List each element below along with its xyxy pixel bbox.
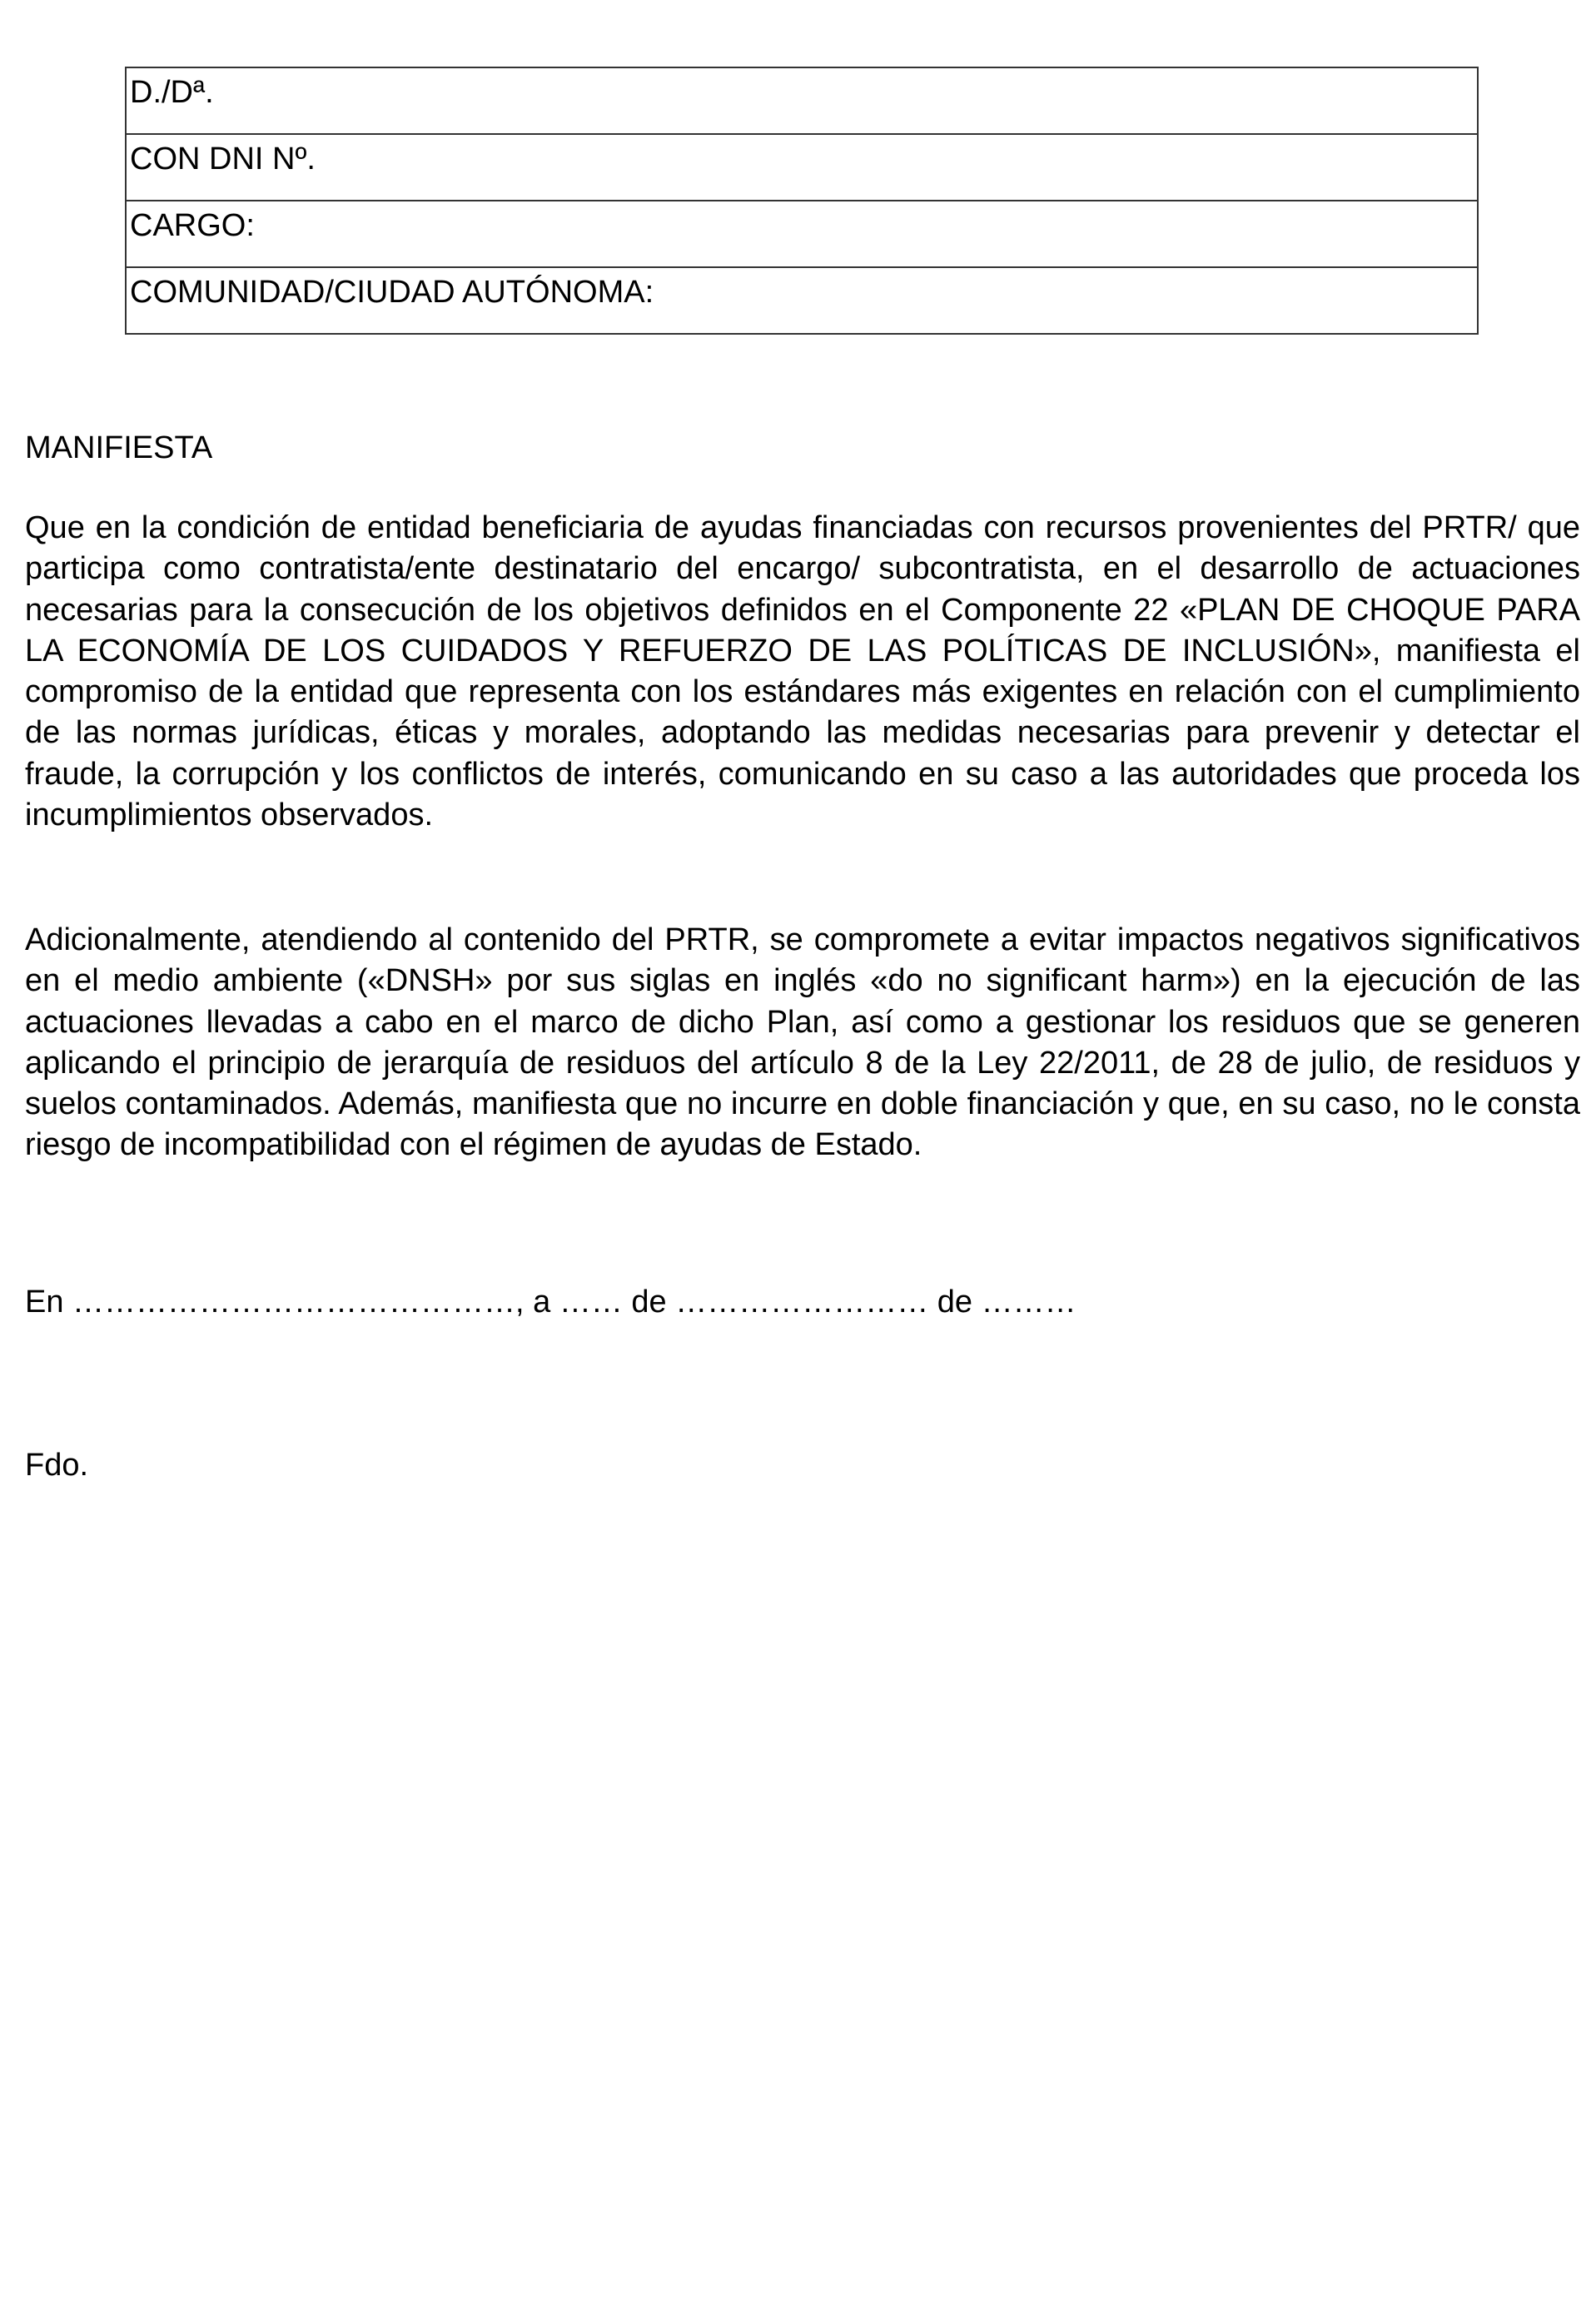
place-date-line: En ……………………………………, a …… de …………………… de ……… (25, 1285, 1076, 1320)
environment-paragraph: Adicionalmente, atendiendo al contenido del PRTR, se compromete a evitar impactos negativos significativos en el medio ambiente («DNSH» por sus siglas en inglés «do no significant harm») en la ejecución de las actuaciones llevadas a cabo en el marco de dicho Plan, así como a gestionar los residuos que se generen aplicando el principio de jerarquía de residuos del artículo 8 de la Ley 22/2011, de 28 de julio, de residuos y suelos contaminados. Además, manifiesta que no incurre en doble financiación y que, en su caso, no le consta riesgo de incompatibilidad con el régimen de ayudas de Estado. (25, 922, 1580, 1163)
identification-table (125, 67, 1479, 335)
table-row (126, 267, 1478, 334)
position-field-label: CARGO: (126, 201, 1478, 267)
name-field-label: D./Dª. (126, 67, 1478, 134)
dni-field-label: CON DNI Nº. (126, 134, 1478, 201)
table-row (126, 134, 1478, 201)
document-heading: MANIFIESTA (25, 430, 213, 465)
table-row (126, 201, 1478, 267)
commitment-paragraph: Que en la condición de entidad beneficiaria de ayudas financiadas con recursos provenientes del PRTR/ que participa como contratista/ente destinatario del encargo/ subcontratista, en el desarrollo de actuaciones necesarias para la consecución de los objetivos definidos en el Componente 22 «PLAN DE CHOQUE PARA LA ECONOMÍA DE LOS CUIDADOS Y REFUERZO DE LAS POLÍTICAS DE INCLUSIÓN», manifiesta el compromiso de la entidad que representa con los estándares más exigentes en relación con el cumplimiento de las normas jurídicas, éticas y morales, adoptando las medidas necesarias para prevenir y detectar el fraude, la corrupción y los conflictos de interés, comunicando en su caso a las autoridades que proceda los incumplimientos observados. (25, 510, 1580, 833)
table-row (126, 67, 1478, 134)
region-field-label: COMUNIDAD/CIUDAD AUTÓNOMA: (126, 267, 1478, 334)
signature-label: Fdo. (25, 1448, 89, 1483)
